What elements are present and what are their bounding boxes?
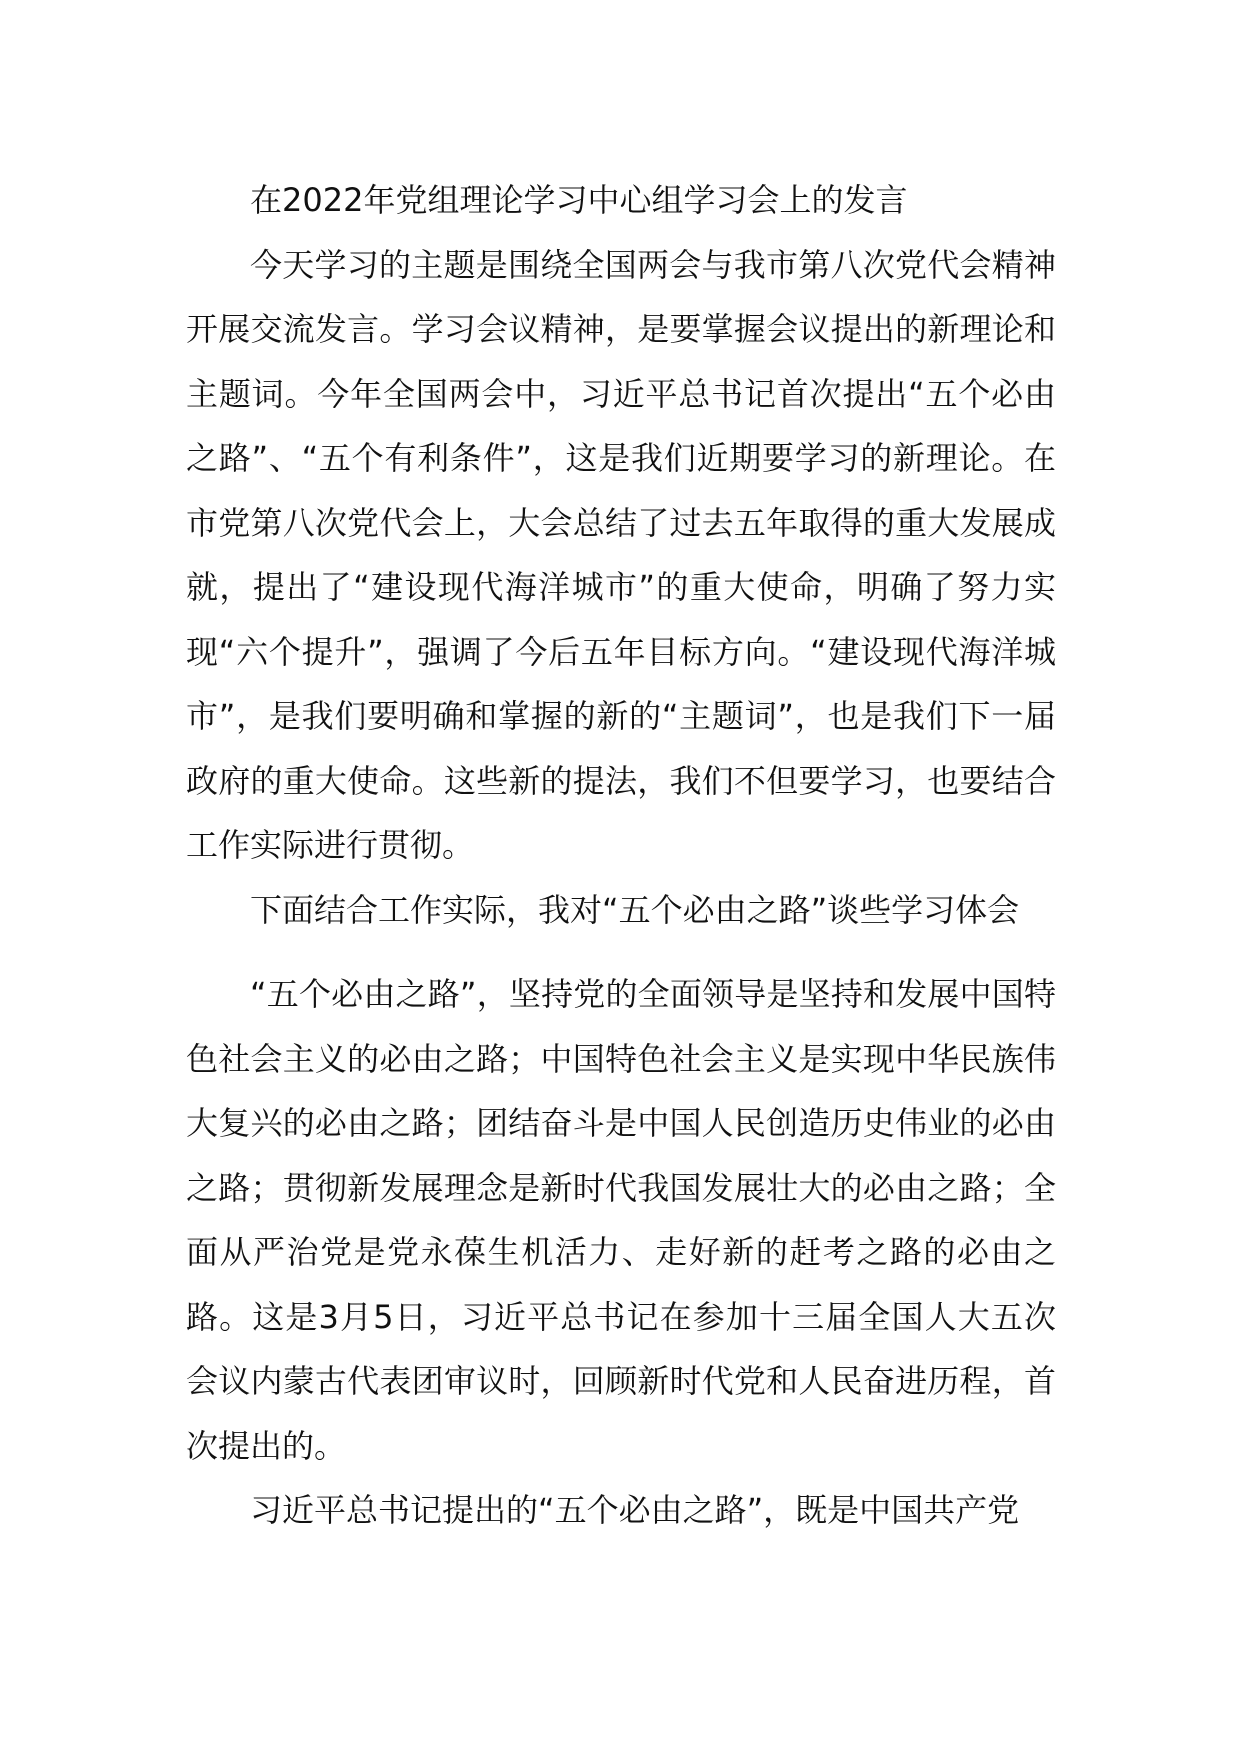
paragraph-lead-in: 下面结合工作实际，我对“五个必由之路”谈些学习体会	[250, 890, 1020, 929]
paragraph-continuation: 习近平总书记提出的“五个必由之路”，既是中国共产党	[250, 1491, 1020, 1529]
paragraph-five-paths: “五个必由之路”，坚持党的全面领导是坚持和发展中国特色社会主义的必由之路；中国特色社会主义是实现中华民族伟大复兴的必由之路；团结奋斗是中国人民创造历史伟业的必由之路；贯彻新发展理念是新时代我国发展壮大的必由之路；全面从严治党是党永葆生机活力、走好新的赶考之路的必由之路。这是3月5日，习近平总书记在参加十三届全国人大五次会议内蒙古代表团审议时，回顾新时代党和人民奋进历程，首次提出的。	[186, 975, 1056, 1465]
document-body	[186, 168, 1056, 1543]
paragraph-intro: 今天学习的主题是围绕全国两会与我市第八次党代会精神开展交流发言。学习会议精神，是要掌握会议提出的新理论和主题词。今年全国两会中，习近平总书记首次提出“五个必由之路”、“五个有利条件”，这是我们近期要学习的新理论。在市党第八次党代会上，大会总结了过去五年取得的重大发展成就，提出了“建设现代海洋城市”的重大使命，明确了努力实现“六个提升”，强调了今后五年目标方向。“建设现代海洋城市”，是我们要明确和掌握的新的“主题词”，也是我们下一届政府的重大使命。这些新的提法，我们不但要学习，也要结合工作实际进行贯彻。	[186, 245, 1056, 864]
document-title: 在2022年党组理论学习中心组学习会上的发言	[250, 181, 908, 219]
